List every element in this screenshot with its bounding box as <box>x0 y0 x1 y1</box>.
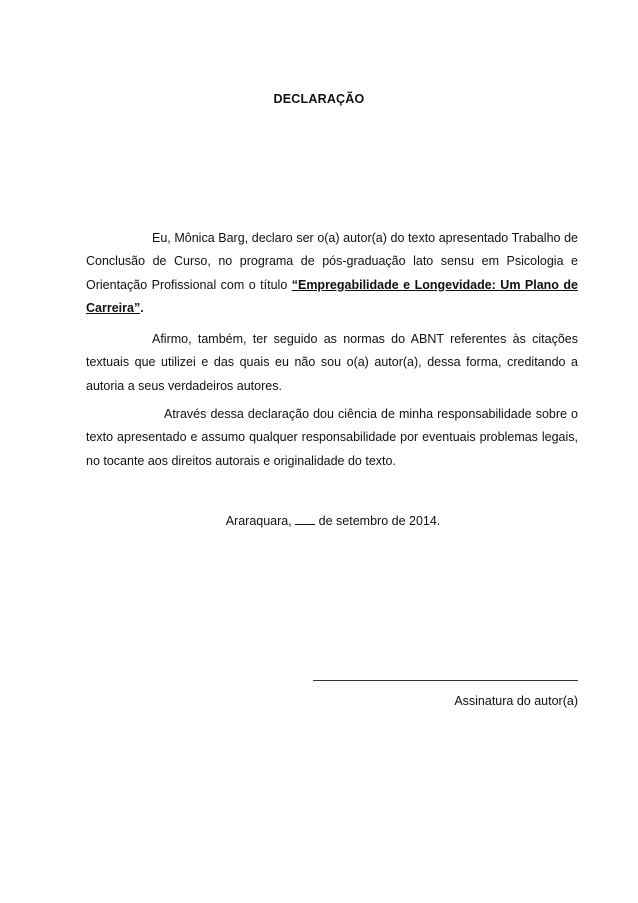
signature-line <box>313 680 578 681</box>
place-date-after: de setembro de 2014. <box>315 514 441 528</box>
page-title: DECLARAÇÃO <box>273 92 365 106</box>
signature-label: Assinatura do autor(a) <box>454 694 578 708</box>
place-date <box>0 513 638 528</box>
paragraph-authorship <box>86 227 578 320</box>
work-title: “Empregabilidade e Longevidade: Um Plano de Carreira” <box>86 277 578 315</box>
paragraph-authorship-text: Eu, Mônica Barg, declaro ser o(a) autor(a) do texto apresentado Trabalho de Conclusão de Curso, no programa de pós-graduação lato sensu em Psicologia e Orientação Profissional com o título <box>86 231 578 292</box>
date-blank-line <box>295 513 315 525</box>
paragraph-abnt: Afirmo, também, ter seguido as normas do ABNT referentes às citações textuais que utilizei e das quais eu não sou o(a) autor(a), dessa forma, creditando a autoria a seus verdadeiros autores. <box>86 332 578 393</box>
place-date-before: Araraquara, <box>225 514 296 528</box>
paragraph-authorship-end: . <box>140 300 144 315</box>
paragraph-responsibility: Através dessa declaração dou ciência de minha responsabilidade sobre o texto apresentado e assumo qualquer responsabilidade por eventuais problemas legais, no tocante aos direitos autorais e originalidade do texto. <box>86 407 578 468</box>
